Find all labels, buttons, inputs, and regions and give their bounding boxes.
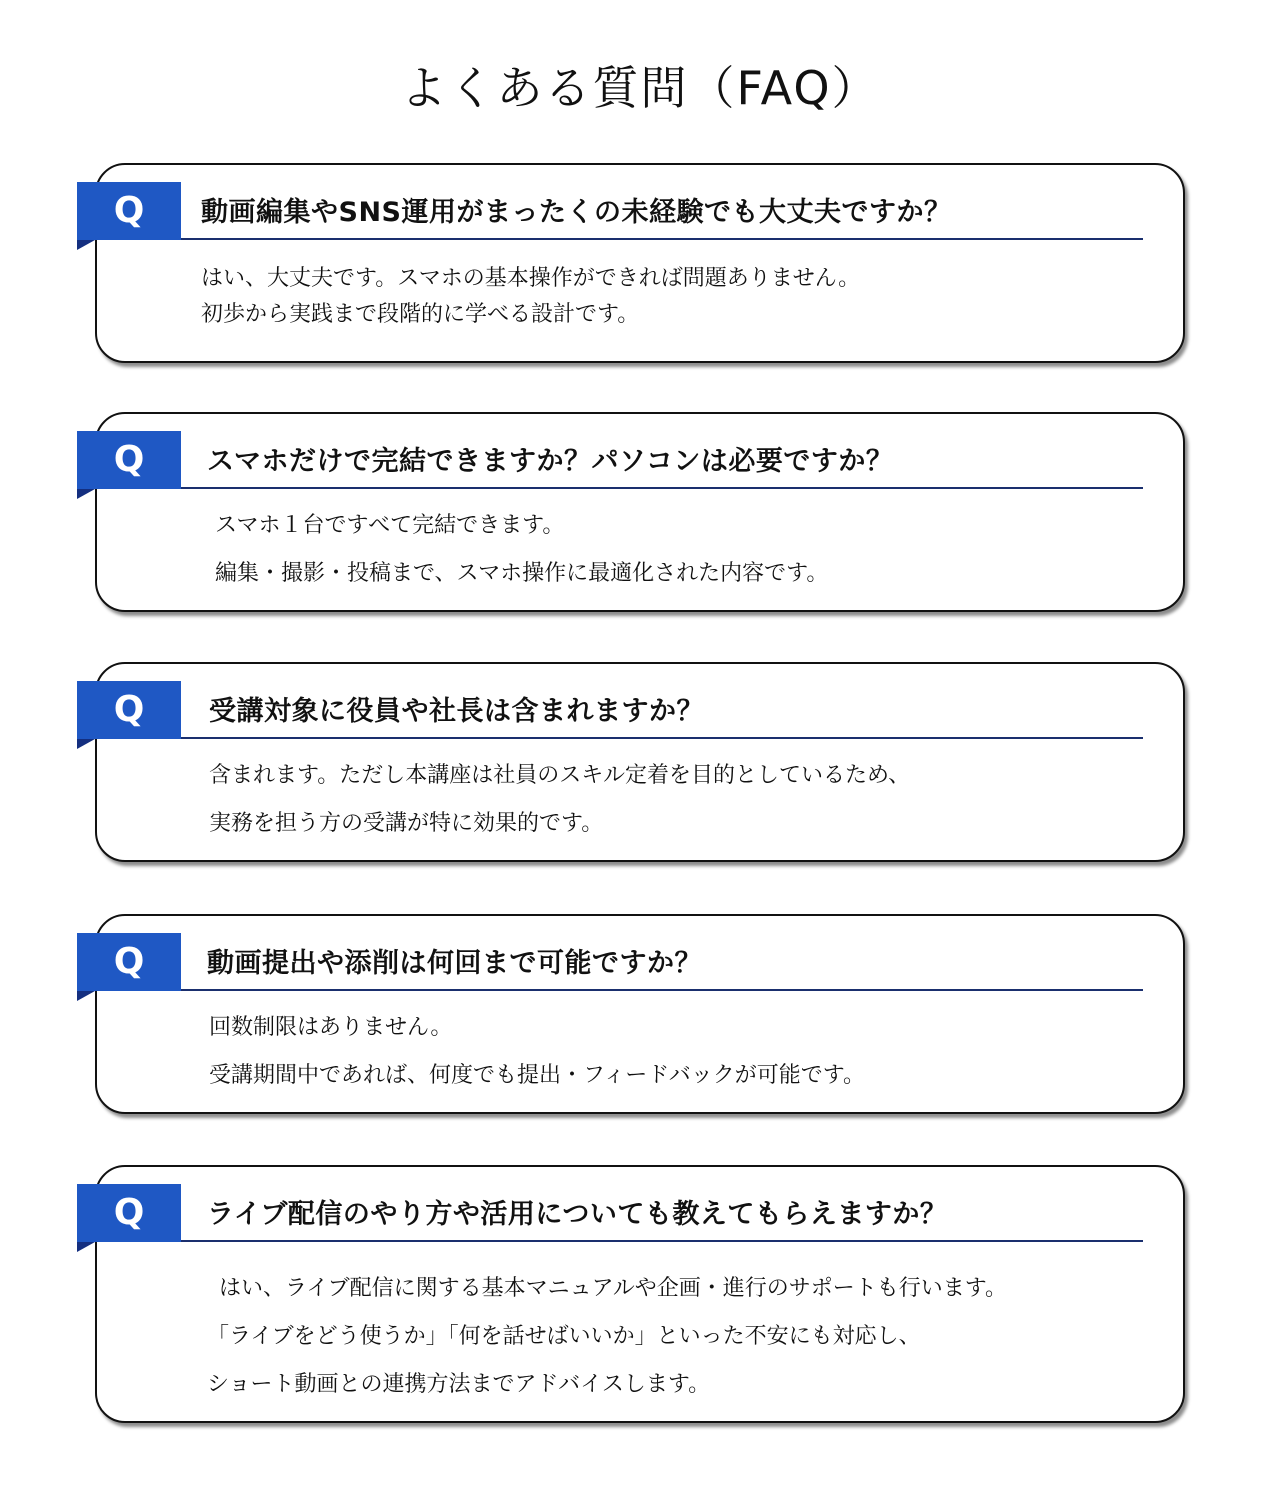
question-underline	[181, 1240, 1143, 1242]
faq-question: ライブ配信のやり方や活用についても教えてもらえますか？	[207, 1199, 948, 1230]
faq-question: 動画提出や添削は何回まで可能ですか？	[207, 948, 702, 979]
answer-line: 含まれます。ただし本講座は社員のスキル定着を目的としているため、	[209, 763, 911, 788]
question-underline	[181, 238, 1143, 240]
faq-question: スマホだけで完結できますか？パソコンは必要ですか？	[207, 446, 894, 477]
answer-line: 「ライブをどう使うか」「何を話せばいいか」といった不安にも対応し、	[207, 1324, 921, 1349]
q-badge: Q	[77, 431, 181, 489]
answer-line: 実務を担う方の受講が特に効果的です。	[209, 811, 604, 836]
q-badge-fold-icon	[77, 991, 95, 1001]
faq-answer	[209, 752, 1169, 848]
q-badge: Q	[77, 182, 181, 240]
faq-question: 受講対象に役員や社長は含まれますか？	[209, 696, 704, 727]
answer-line: 編集・撮影・投稿まで、スマホ操作に最適化された内容です。	[215, 561, 829, 586]
q-badge: Q	[77, 1184, 181, 1242]
answer-line: はい、大丈夫です。スマホの基本操作ができれば問題ありません。	[201, 266, 861, 291]
faq-item	[95, 662, 1185, 862]
answer-line: スマホ１台ですべて完結できます。	[215, 513, 565, 538]
q-badge-fold-icon	[77, 240, 95, 250]
faq-item	[95, 163, 1185, 363]
faq-item	[95, 914, 1185, 1114]
question-underline	[181, 737, 1143, 739]
answer-line: ショート動画との連携方法までアドバイスします。	[207, 1372, 711, 1397]
faq-answer	[209, 1004, 1169, 1100]
faq-answer	[207, 1265, 1167, 1409]
answer-line: はい、ライブ配信に関する基本マニュアルや企画・進行のサポートも行います。	[219, 1276, 1008, 1301]
answer-line: 受講期間中であれば、何度でも提出・フィードバックが可能です。	[209, 1063, 866, 1088]
faq-question: 動画編集やSNS運用がまったくの未経験でも大丈夫ですか？	[201, 197, 952, 228]
question-underline	[181, 487, 1143, 489]
faq-item	[95, 1165, 1185, 1423]
q-badge-fold-icon	[77, 739, 95, 749]
answer-line: 回数制限はありません。	[209, 1015, 453, 1040]
q-badge: Q	[77, 933, 181, 991]
question-underline	[181, 989, 1143, 991]
q-badge-fold-icon	[77, 1242, 95, 1252]
faq-answer	[215, 502, 1175, 598]
faq-item	[95, 412, 1185, 612]
page-title: よくある質問（FAQ）	[400, 61, 880, 115]
answer-line: 初歩から実践まで段階的に学べる設計です。	[201, 302, 640, 327]
q-badge-fold-icon	[77, 489, 95, 499]
faq-answer	[201, 261, 1161, 333]
q-badge: Q	[77, 681, 181, 739]
